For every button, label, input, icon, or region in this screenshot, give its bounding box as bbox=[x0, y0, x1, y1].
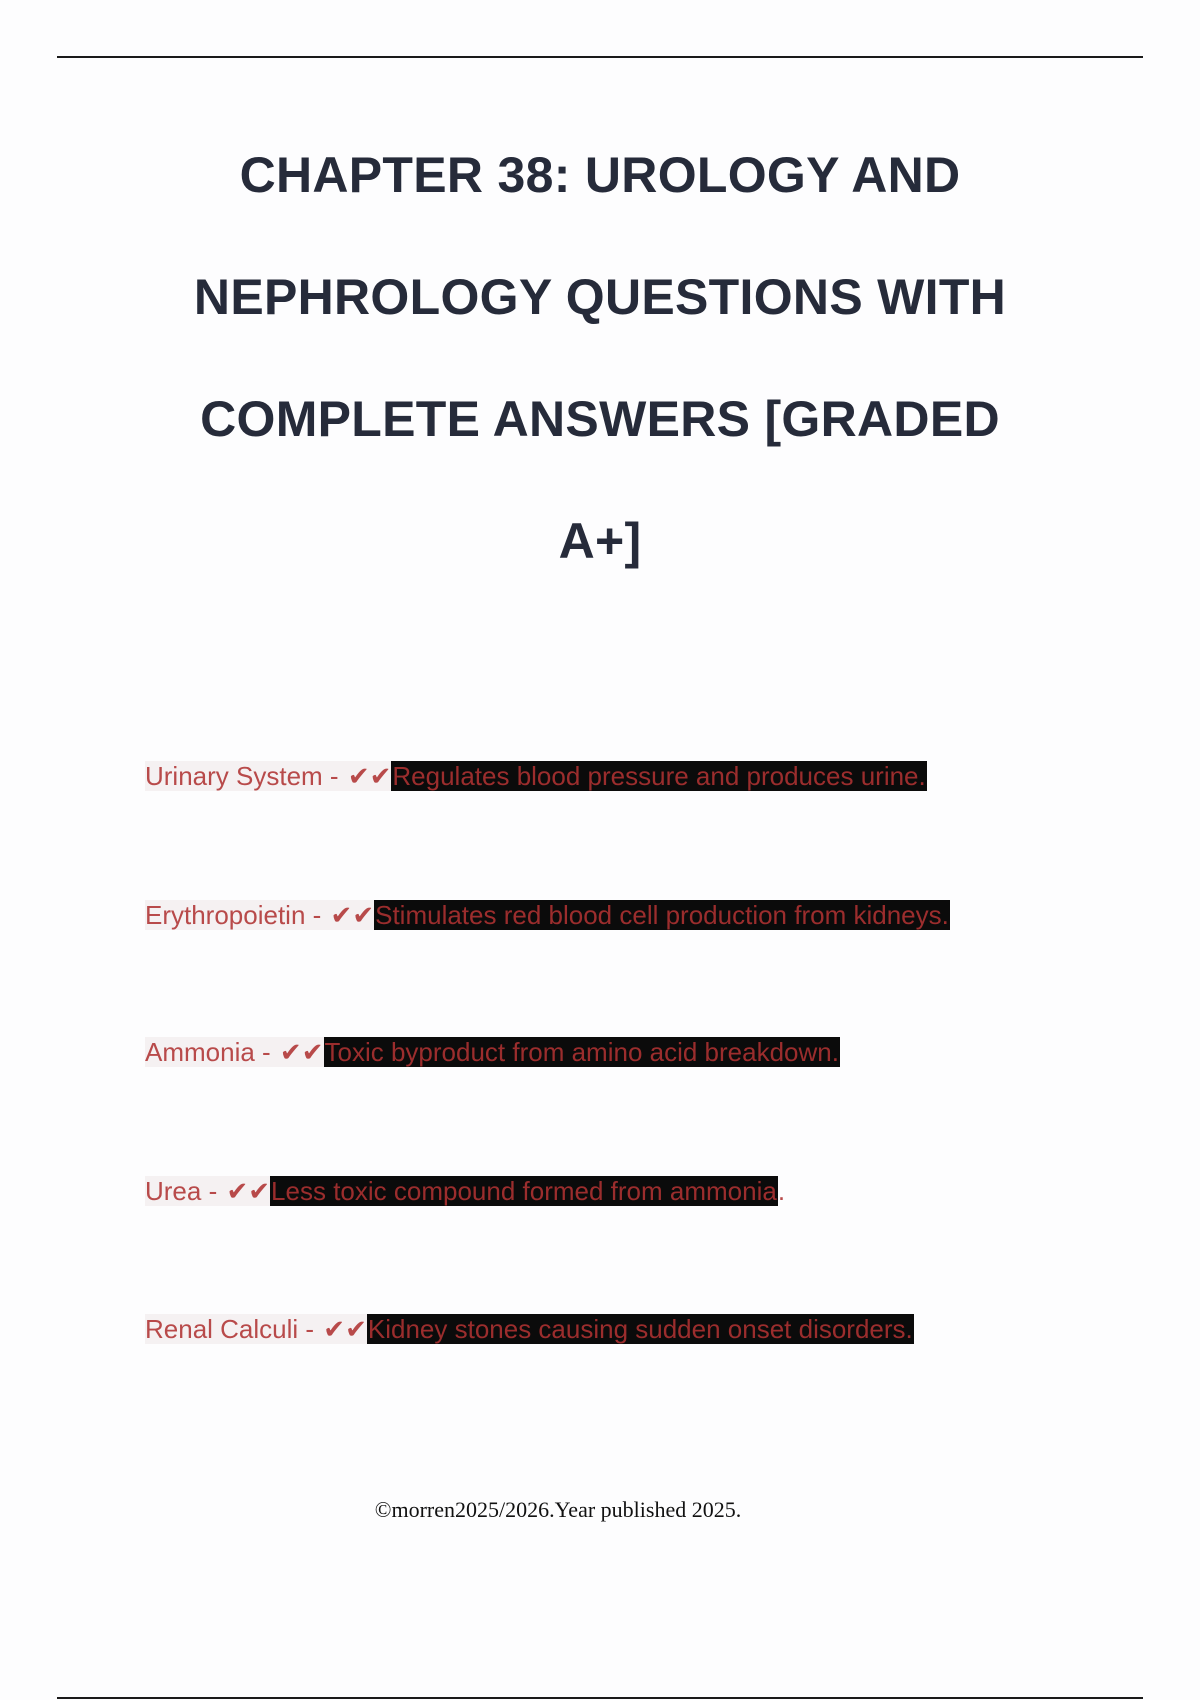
title-line: NEPHROLOGY QUESTIONS WITH bbox=[193, 269, 1007, 325]
entry-trail: . bbox=[777, 1176, 786, 1206]
entry-answer: Regulates blood pressure and produces urine. bbox=[392, 761, 926, 791]
entry-answer: Less toxic compound formed from ammonia bbox=[271, 1176, 777, 1206]
title-line: COMPLETE ANSWERS [GRADED bbox=[200, 391, 1000, 447]
qa-entry bbox=[145, 758, 927, 794]
checkmark-icon: ✔✔ bbox=[226, 1176, 271, 1206]
checkmark-icon: ✔✔ bbox=[347, 761, 392, 791]
copyright-footer: ©morren2025/2026.Year published 2025. bbox=[374, 1497, 742, 1522]
bottom-rule bbox=[57, 1697, 1143, 1699]
entry-answer: Stimulates red blood cell production from kidneys. bbox=[375, 900, 949, 930]
qa-entry bbox=[145, 1173, 785, 1209]
entry-term: Ammonia - bbox=[145, 1037, 278, 1067]
checkmark-icon: ✔✔ bbox=[323, 1314, 367, 1344]
entry-term: Erythropoietin - bbox=[145, 900, 329, 930]
entry-term: Renal Calculi - bbox=[145, 1314, 322, 1344]
entry-answer: Kidney stones causing sudden onset disorders. bbox=[367, 1314, 913, 1344]
title-line: CHAPTER 38: UROLOGY AND bbox=[239, 147, 961, 203]
document-title bbox=[150, 140, 1050, 628]
entry-term: Urea - bbox=[145, 1176, 225, 1206]
checkmark-icon: ✔✔ bbox=[330, 900, 375, 930]
top-rule bbox=[57, 56, 1143, 58]
title-line: A+] bbox=[558, 513, 642, 569]
qa-entry bbox=[145, 1034, 840, 1070]
entry-term: Urinary System - bbox=[145, 761, 346, 791]
qa-entry bbox=[145, 897, 950, 933]
checkmark-icon: ✔✔ bbox=[279, 1037, 324, 1067]
entry-answer: Toxic byproduct from amino acid breakdown. bbox=[324, 1037, 839, 1067]
qa-entry bbox=[145, 1311, 914, 1347]
